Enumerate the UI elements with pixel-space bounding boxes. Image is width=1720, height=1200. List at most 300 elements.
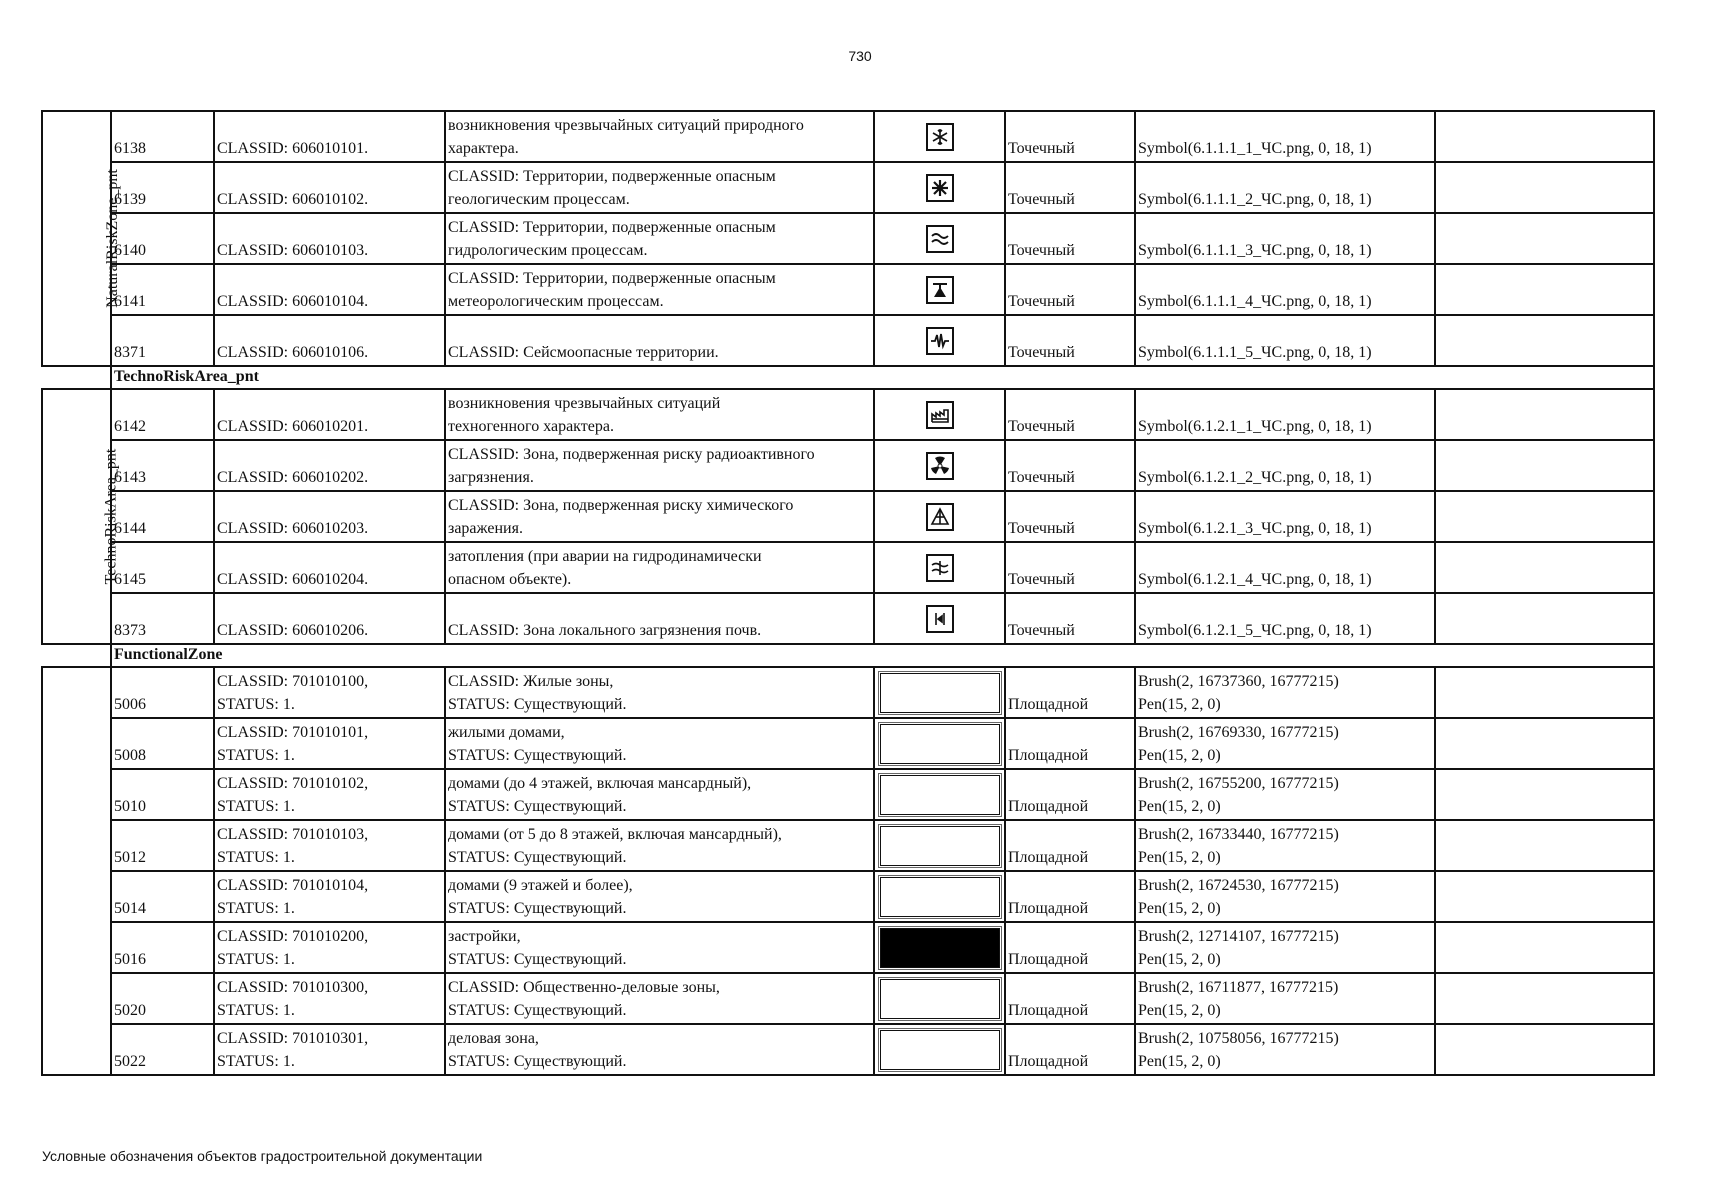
row-description-line1: домами (от 5 до 8 этажей, включая мансардный),: [448, 826, 782, 843]
row-description-line2: STATUS: Существующий.: [448, 951, 627, 968]
row-code: 5020: [114, 1002, 146, 1019]
row-geometry-type: Точечный: [1008, 293, 1075, 310]
classid-cell: [214, 718, 445, 769]
row-style-line1: Brush(2, 10758056, 16777215): [1138, 1030, 1339, 1047]
code-cell: [111, 440, 214, 491]
row-code: 5010: [114, 798, 146, 815]
table-row: [42, 264, 1654, 315]
row-status: STATUS: 1.: [217, 1002, 295, 1019]
row-status: STATUS: 1.: [217, 747, 295, 764]
group-header-cell: [111, 644, 1654, 667]
symbol-cell: [874, 922, 1005, 973]
symbol-cell: [874, 542, 1005, 593]
table-row: [42, 667, 1654, 718]
empty-cell: [1435, 718, 1654, 769]
group-header-spacer: [42, 644, 111, 667]
row-classid: CLASSID: 606010102.: [217, 191, 369, 208]
row-geometry-type: Площадной: [1008, 951, 1089, 968]
row-geometry-type: Площадной: [1008, 849, 1089, 866]
description-cell: [445, 542, 874, 593]
row-geometry-type: Площадной: [1008, 900, 1089, 917]
description-cell: [445, 264, 874, 315]
code-cell: [111, 593, 214, 644]
row-description-line2: STATUS: Существующий.: [448, 696, 627, 713]
empty-cell: [1435, 264, 1654, 315]
row-code: 6145: [114, 571, 146, 588]
empty-cell: [1435, 1024, 1654, 1075]
empty-cell: [1435, 973, 1654, 1024]
description-cell: [445, 162, 874, 213]
description-cell: [445, 871, 874, 922]
empty-cell: [1435, 389, 1654, 440]
description-cell: [445, 440, 874, 491]
row-code: 6141: [114, 293, 146, 310]
row-classid: CLASSID: 606010106.: [217, 344, 369, 361]
row-style: Symbol(6.1.2.1_1_ЧС.png, 0, 18, 1): [1138, 418, 1372, 435]
symbol-cell: [874, 111, 1005, 162]
row-classid: CLASSID: 606010203.: [217, 520, 369, 537]
table-row: [42, 1024, 1654, 1075]
classid-cell: [214, 593, 445, 644]
row-geometry-type: Площадной: [1008, 696, 1089, 713]
table-row: [42, 213, 1654, 264]
row-code: 6138: [114, 140, 146, 157]
style-cell: [1135, 871, 1435, 922]
group-header-cell: [111, 366, 1654, 389]
description-cell: [445, 820, 874, 871]
style-cell: [1135, 162, 1435, 213]
row-description-line1: CLASSID: Общественно-деловые зоны,: [448, 979, 720, 996]
style-cell: [1135, 769, 1435, 820]
row-description-line2: CLASSID: Зона локального загрязнения почв.: [448, 622, 762, 639]
table-row: [42, 973, 1654, 1024]
empty-cell: [1435, 871, 1654, 922]
row-classid: CLASSID: 701010104,: [217, 877, 369, 894]
seismic-icon: [926, 327, 954, 355]
type-cell: [1005, 491, 1135, 542]
row-code: 5006: [114, 696, 146, 713]
type-cell: [1005, 162, 1135, 213]
table-row: [42, 440, 1654, 491]
row-style-line2: Pen(15, 2, 0): [1138, 696, 1221, 713]
style-cell: [1135, 973, 1435, 1024]
description-cell: [445, 922, 874, 973]
row-style-line2: Pen(15, 2, 0): [1138, 951, 1221, 968]
symbol-cell: [874, 315, 1005, 366]
group-header-spacer: [42, 366, 111, 389]
symbol-cell: [874, 491, 1005, 542]
classid-cell: [214, 871, 445, 922]
row-description-line2: геологическим процессам.: [448, 191, 630, 208]
legend-table: [41, 110, 1655, 1076]
classid-cell: [214, 973, 445, 1024]
code-cell: [111, 491, 214, 542]
row-code: 6144: [114, 520, 146, 537]
empty-cell: [1435, 542, 1654, 593]
fill-swatch: [880, 1030, 1000, 1070]
row-description-line2: характера.: [448, 140, 519, 157]
row-style: Symbol(6.1.1.1_1_ЧС.png, 0, 18, 1): [1138, 140, 1372, 157]
row-description-line1: домами (9 этажей и более),: [448, 877, 633, 894]
row-style-line2: Pen(15, 2, 0): [1138, 747, 1221, 764]
row-classid: CLASSID: 701010101,: [217, 724, 369, 741]
classid-cell: [214, 440, 445, 491]
layer-side-label-cell: [42, 111, 121, 366]
code-cell: [111, 213, 214, 264]
symbol-cell: [874, 973, 1005, 1024]
row-geometry-type: Площадной: [1008, 1002, 1089, 1019]
row-style-line1: Brush(2, 16711877, 16777215): [1138, 979, 1339, 996]
row-code: 5014: [114, 900, 146, 917]
style-cell: [1135, 213, 1435, 264]
type-cell: [1005, 315, 1135, 366]
symbol-cell: [874, 389, 1005, 440]
row-classid: CLASSID: 701010100,: [217, 673, 369, 690]
row-classid: CLASSID: 606010103.: [217, 242, 369, 259]
layer-side-label-cell: [42, 667, 111, 1075]
row-geometry-type: Точечный: [1008, 571, 1075, 588]
code-cell: [111, 111, 214, 162]
radiation-icon: [926, 452, 954, 480]
symbol-cell: [874, 667, 1005, 718]
classid-cell: [214, 389, 445, 440]
empty-cell: [1435, 440, 1654, 491]
row-geometry-type: Точечный: [1008, 140, 1075, 157]
table-row: [42, 593, 1654, 644]
classid-cell: [214, 213, 445, 264]
row-code: 6139: [114, 191, 146, 208]
row-style-line1: Brush(2, 12714107, 16777215): [1138, 928, 1339, 945]
row-style: Symbol(6.1.1.1_5_ЧС.png, 0, 18, 1): [1138, 344, 1372, 361]
style-cell: [1135, 111, 1435, 162]
code-cell: [111, 871, 214, 922]
code-cell: [111, 389, 214, 440]
type-cell: [1005, 718, 1135, 769]
row-style-line1: Brush(2, 16755200, 16777215): [1138, 775, 1339, 792]
type-cell: [1005, 542, 1135, 593]
description-cell: [445, 111, 874, 162]
row-description-line2: метеорологическим процессам.: [448, 293, 664, 310]
row-classid: CLASSID: 606010206.: [217, 622, 369, 639]
style-cell: [1135, 389, 1435, 440]
code-cell: [111, 1024, 214, 1075]
row-description-line2: техногенного характера.: [448, 418, 614, 435]
description-cell: [445, 973, 874, 1024]
description-cell: [445, 315, 874, 366]
empty-cell: [1435, 922, 1654, 973]
row-description-line2: CLASSID: Сейсмоопасные территории.: [448, 344, 719, 361]
row-style: Symbol(6.1.1.1_4_ЧС.png, 0, 18, 1): [1138, 293, 1372, 310]
classid-cell: [214, 111, 445, 162]
row-description-line1: деловая зона,: [448, 1030, 539, 1047]
fill-swatch: [880, 979, 1000, 1019]
symbol-cell: [874, 871, 1005, 922]
empty-cell: [1435, 315, 1654, 366]
classid-cell: [214, 264, 445, 315]
row-description-line1: CLASSID: Жилые зоны,: [448, 673, 614, 690]
description-cell: [445, 718, 874, 769]
row-style-line1: Brush(2, 16769330, 16777215): [1138, 724, 1339, 741]
table-row: [42, 315, 1654, 366]
row-description-line1: возникновения чрезвычайных ситуаций природного: [448, 117, 804, 134]
type-cell: [1005, 264, 1135, 315]
type-cell: [1005, 213, 1135, 264]
row-style-line1: Brush(2, 16724530, 16777215): [1138, 877, 1339, 894]
row-status: STATUS: 1.: [217, 696, 295, 713]
style-cell: [1135, 264, 1435, 315]
empty-cell: [1435, 111, 1654, 162]
row-status: STATUS: 1.: [217, 900, 295, 917]
table-row: [42, 542, 1654, 593]
description-cell: [445, 769, 874, 820]
type-cell: [1005, 871, 1135, 922]
code-cell: [111, 162, 214, 213]
type-cell: [1005, 440, 1135, 491]
row-geometry-type: Площадной: [1008, 1053, 1089, 1070]
geology-star-icon: [926, 174, 954, 202]
symbol-cell: [874, 718, 1005, 769]
style-cell: [1135, 593, 1435, 644]
fill-swatch: [880, 775, 1000, 815]
row-classid: CLASSID: 606010201.: [217, 418, 369, 435]
type-cell: [1005, 820, 1135, 871]
code-cell: [111, 264, 214, 315]
row-description-line2: STATUS: Существующий.: [448, 747, 627, 764]
empty-cell: [1435, 667, 1654, 718]
row-description-line1: жилыми домами,: [448, 724, 565, 741]
symbol-cell: [874, 1024, 1005, 1075]
row-classid: CLASSID: 701010103,: [217, 826, 369, 843]
classid-cell: [214, 542, 445, 593]
empty-cell: [1435, 491, 1654, 542]
table-row: [42, 162, 1654, 213]
tornado-icon: [926, 276, 954, 304]
row-code: 8371: [114, 344, 146, 361]
group-header-row: [42, 366, 1654, 389]
description-cell: [445, 593, 874, 644]
row-description-line1: CLASSID: Территории, подверженные опасным: [448, 219, 776, 236]
classid-cell: [214, 820, 445, 871]
row-classid: CLASSID: 606010104.: [217, 293, 369, 310]
row-description-line1: застройки,: [448, 928, 521, 945]
type-cell: [1005, 769, 1135, 820]
table-row: [42, 769, 1654, 820]
empty-cell: [1435, 769, 1654, 820]
classid-cell: [214, 769, 445, 820]
row-style: Symbol(6.1.2.1_3_ЧС.png, 0, 18, 1): [1138, 520, 1372, 537]
layer-side-label: TechnoRiskArea_pnt: [102, 448, 120, 585]
table-row: [42, 820, 1654, 871]
type-cell: [1005, 667, 1135, 718]
description-cell: [445, 213, 874, 264]
row-code: 6142: [114, 418, 146, 435]
snowflake-icon: [926, 123, 954, 151]
symbol-cell: [874, 213, 1005, 264]
row-description-line2: опасном объекте).: [448, 571, 572, 588]
row-description-line1: CLASSID: Зона, подверженная риску радиоактивного: [448, 446, 815, 463]
symbol-cell: [874, 264, 1005, 315]
layer-side-label: NaturalRiskZone_pnt: [103, 169, 121, 308]
row-description-line2: STATUS: Существующий.: [448, 849, 627, 866]
row-description-line2: STATUS: Существующий.: [448, 1053, 627, 1070]
code-cell: [111, 973, 214, 1024]
classid-cell: [214, 315, 445, 366]
type-cell: [1005, 111, 1135, 162]
classid-cell: [214, 1024, 445, 1075]
style-cell: [1135, 315, 1435, 366]
code-cell: [111, 820, 214, 871]
footer-caption: Условные обозначения объектов градостроительной документации: [42, 1148, 483, 1164]
row-classid: CLASSID: 701010300,: [217, 979, 369, 996]
row-description-line1: возникновения чрезвычайных ситуаций: [448, 395, 721, 412]
empty-cell: [1435, 213, 1654, 264]
row-style-line2: Pen(15, 2, 0): [1138, 1002, 1221, 1019]
fill-swatch: [880, 673, 1000, 713]
symbol-cell: [874, 593, 1005, 644]
row-geometry-type: Точечный: [1008, 344, 1075, 361]
table-row: [42, 718, 1654, 769]
style-cell: [1135, 1024, 1435, 1075]
type-cell: [1005, 593, 1135, 644]
row-description-line1: домами (до 4 этажей, включая мансардный),: [448, 775, 752, 792]
row-style: Symbol(6.1.1.1_2_ЧС.png, 0, 18, 1): [1138, 191, 1372, 208]
row-code: 5016: [114, 951, 146, 968]
row-geometry-type: Точечный: [1008, 242, 1075, 259]
row-style-line1: Brush(2, 16733440, 16777215): [1138, 826, 1339, 843]
row-classid: CLASSID: 606010101.: [217, 140, 369, 157]
row-style: Symbol(6.1.2.1_2_ЧС.png, 0, 18, 1): [1138, 469, 1372, 486]
row-geometry-type: Площадной: [1008, 798, 1089, 815]
code-cell: [111, 718, 214, 769]
row-code: 5008: [114, 747, 146, 764]
fill-swatch: [880, 826, 1000, 866]
symbol-cell: [874, 769, 1005, 820]
row-style: Symbol(6.1.1.1_3_ЧС.png, 0, 18, 1): [1138, 242, 1372, 259]
row-geometry-type: Точечный: [1008, 191, 1075, 208]
row-classid: CLASSID: 606010204.: [217, 571, 369, 588]
table-row: [42, 871, 1654, 922]
code-cell: [111, 667, 214, 718]
row-description-line1: CLASSID: Территории, подверженные опасным: [448, 270, 776, 287]
row-description-line2: заражения.: [448, 520, 523, 537]
row-code: 5022: [114, 1053, 146, 1070]
legend-body: [42, 111, 1654, 1075]
group-header-label: FunctionalZone: [114, 646, 223, 663]
classid-cell: [214, 491, 445, 542]
row-code: 8373: [114, 622, 146, 639]
row-style-line2: Pen(15, 2, 0): [1138, 798, 1221, 815]
table-row: [42, 111, 1654, 162]
row-code: 6140: [114, 242, 146, 259]
row-status: STATUS: 1.: [217, 849, 295, 866]
factory-icon: [926, 401, 954, 429]
row-style: Symbol(6.1.2.1_4_ЧС.png, 0, 18, 1): [1138, 571, 1372, 588]
row-geometry-type: Точечный: [1008, 418, 1075, 435]
row-description-line2: загрязнения.: [448, 469, 534, 486]
code-cell: [111, 315, 214, 366]
row-description-line1: CLASSID: Зона, подверженная риску химического: [448, 497, 794, 514]
symbol-cell: [874, 820, 1005, 871]
row-status: STATUS: 1.: [217, 951, 295, 968]
empty-cell: [1435, 820, 1654, 871]
fill-swatch: [880, 724, 1000, 764]
row-style-line2: Pen(15, 2, 0): [1138, 900, 1221, 917]
row-geometry-type: Точечный: [1008, 469, 1075, 486]
style-cell: [1135, 667, 1435, 718]
type-cell: [1005, 922, 1135, 973]
water-waves-icon: [926, 225, 954, 253]
table-row: [42, 389, 1654, 440]
row-geometry-type: Площадной: [1008, 747, 1089, 764]
row-description-line1: затопления (при аварии на гидродинамически: [448, 548, 762, 565]
empty-cell: [1435, 162, 1654, 213]
description-cell: [445, 1024, 874, 1075]
row-description-line2: STATUS: Существующий.: [448, 900, 627, 917]
description-cell: [445, 491, 874, 542]
row-classid: CLASSID: 606010202.: [217, 469, 369, 486]
row-style-line2: Pen(15, 2, 0): [1138, 849, 1221, 866]
style-cell: [1135, 718, 1435, 769]
row-geometry-type: Точечный: [1008, 520, 1075, 537]
classid-cell: [214, 667, 445, 718]
classid-cell: [214, 162, 445, 213]
row-style-line1: Brush(2, 16737360, 16777215): [1138, 673, 1339, 690]
table-row: [42, 922, 1654, 973]
description-cell: [445, 667, 874, 718]
classid-cell: [214, 922, 445, 973]
symbol-cell: [874, 440, 1005, 491]
chemical-icon: [926, 503, 954, 531]
style-cell: [1135, 820, 1435, 871]
empty-cell: [1435, 593, 1654, 644]
row-geometry-type: Точечный: [1008, 622, 1075, 639]
row-description-line1: CLASSID: Территории, подверженные опасным: [448, 168, 776, 185]
group-header-row: [42, 644, 1654, 667]
row-code: 6143: [114, 469, 146, 486]
soil-pollution-icon: [926, 605, 954, 633]
fill-swatch: [880, 877, 1000, 917]
group-header-label: TechnoRiskArea_pnt: [114, 368, 259, 385]
type-cell: [1005, 389, 1135, 440]
row-status: STATUS: 1.: [217, 798, 295, 815]
code-cell: [111, 542, 214, 593]
code-cell: [111, 922, 214, 973]
flood-icon: [926, 554, 954, 582]
style-cell: [1135, 922, 1435, 973]
table-row: [42, 491, 1654, 542]
row-description-line2: гидрологическим процессам.: [448, 242, 648, 259]
type-cell: [1005, 1024, 1135, 1075]
style-cell: [1135, 440, 1435, 491]
style-cell: [1135, 542, 1435, 593]
row-description-line2: STATUS: Существующий.: [448, 798, 627, 815]
row-style: Symbol(6.1.2.1_5_ЧС.png, 0, 18, 1): [1138, 622, 1372, 639]
symbol-cell: [874, 162, 1005, 213]
row-style-line2: Pen(15, 2, 0): [1138, 1053, 1221, 1070]
row-description-line2: STATUS: Существующий.: [448, 1002, 627, 1019]
description-cell: [445, 389, 874, 440]
fill-swatch: [880, 928, 1000, 968]
style-cell: [1135, 491, 1435, 542]
row-classid: CLASSID: 701010102,: [217, 775, 369, 792]
row-classid: CLASSID: 701010301,: [217, 1030, 369, 1047]
page-number: 730: [848, 48, 872, 64]
row-status: STATUS: 1.: [217, 1053, 295, 1070]
layer-side-label-cell: [42, 389, 120, 644]
row-code: 5012: [114, 849, 146, 866]
type-cell: [1005, 973, 1135, 1024]
code-cell: [111, 769, 214, 820]
